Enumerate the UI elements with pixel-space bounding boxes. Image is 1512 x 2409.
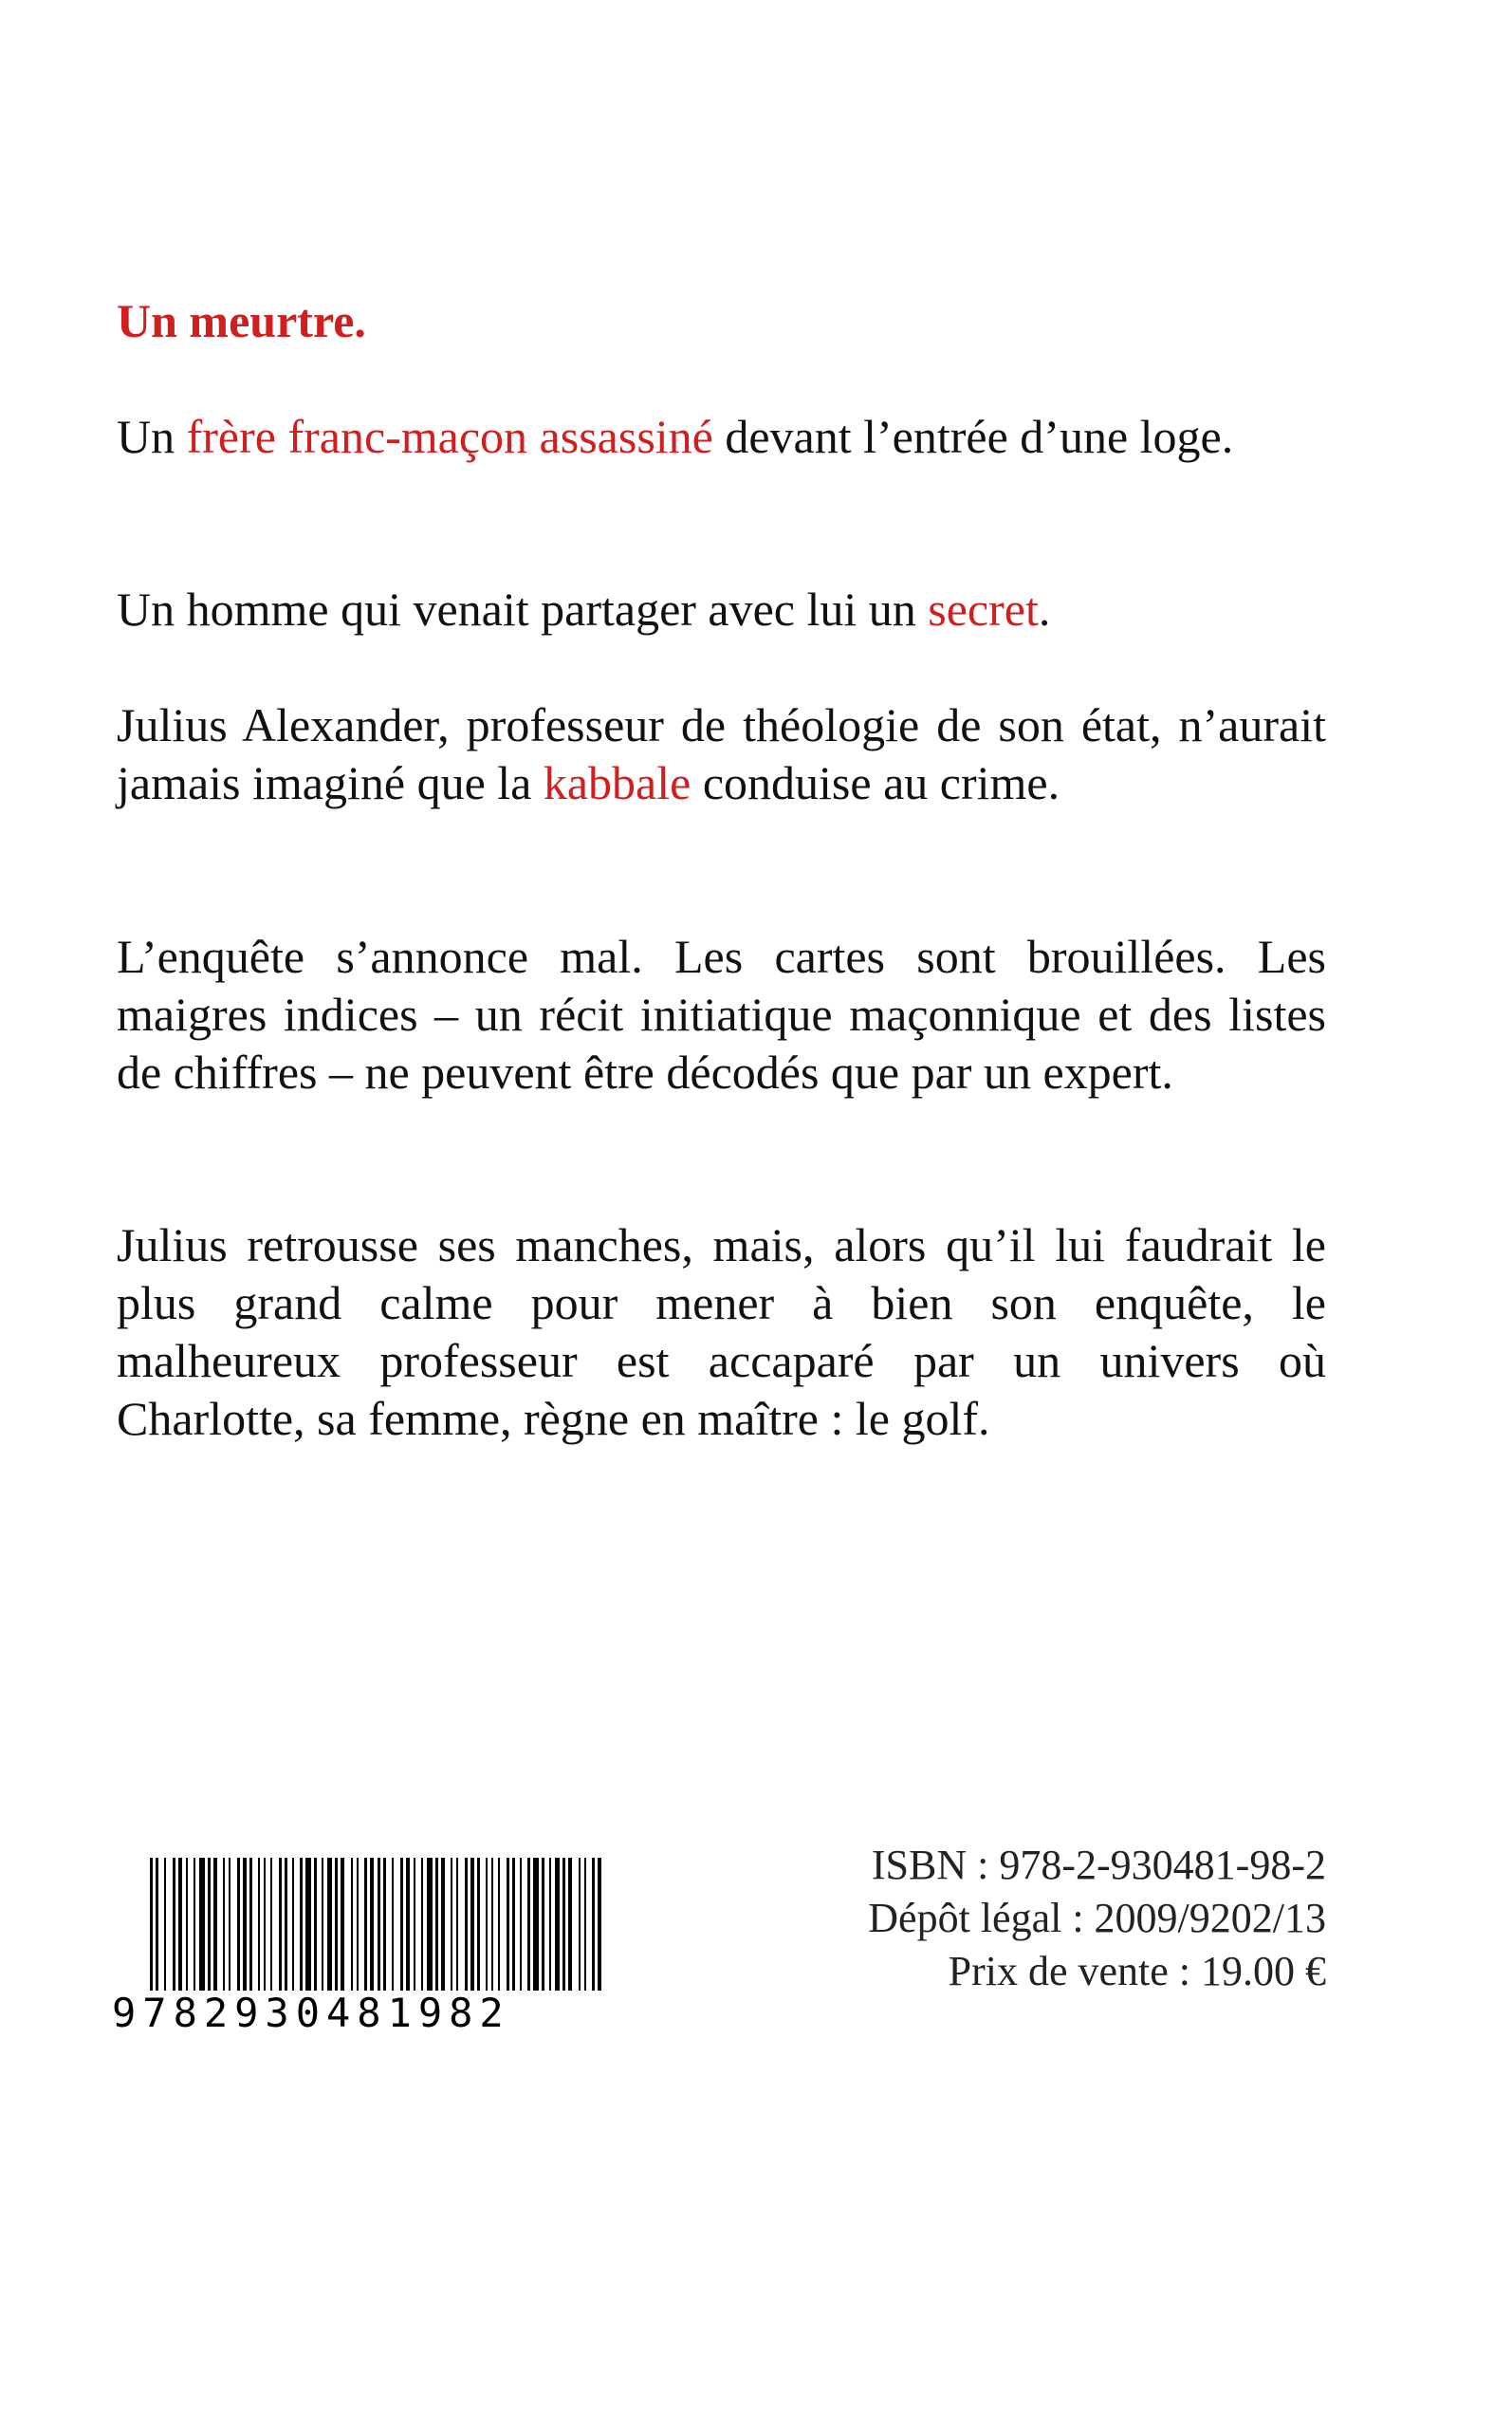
barcode-bar — [305, 1858, 311, 1991]
barcode-bar — [164, 1858, 166, 1991]
text-run: Un homme qui venait partager avec lui un — [117, 583, 929, 636]
barcode-bar — [292, 1858, 294, 1991]
barcode-bar — [300, 1858, 303, 1991]
barcode-bar — [243, 1858, 247, 1991]
barcode-bar — [427, 1858, 433, 1991]
barcode-bar — [441, 1858, 445, 1991]
text-run: . — [1038, 583, 1051, 636]
barcode-bar — [383, 1858, 386, 1991]
barcode-bar — [208, 1858, 211, 1991]
highlight-phrase: frère franc-maçon assassiné — [186, 410, 713, 463]
paragraph-text — [117, 581, 1326, 639]
barcode-bar — [592, 1858, 595, 1991]
barcode-bar — [335, 1858, 338, 1991]
price-line: Prix de vente : 19.00 € — [948, 1948, 1326, 1994]
paragraph-golf — [117, 1216, 1326, 1448]
barcode-bar — [199, 1858, 205, 1991]
text-run: Julius Alexander, professeur de théologie de son état, n’aurait jamais imaginé que la — [117, 698, 1326, 809]
barcode-digits: 9782930481982 — [112, 1990, 510, 2036]
barcode-bar — [150, 1858, 153, 1991]
barcode-bar — [598, 1858, 601, 1991]
barcode-bar — [533, 1858, 539, 1991]
paragraph-text: L’enquête s’annonce mal. Les cartes sont brouillées. Les maigres indices – un récit initiatique maçonnique et des listes de chiffres – ne peuvent être décodés que par un expert. — [117, 930, 1326, 1099]
barcode-bar — [470, 1858, 474, 1991]
highlight-phrase: secret — [928, 583, 1039, 636]
paragraph-text: Julius retrousse ses manches, mais, alors qu’il lui faudrait le plus grand calme pour mener à bien son enquête, le malheureux professeur est accaparé par un univers où Charlotte, sa femme, règne en maître : le golf. — [117, 1218, 1326, 1445]
paragraph-text — [117, 408, 1326, 466]
barcode-bar — [512, 1858, 515, 1991]
barcode-bars — [112, 1858, 605, 1991]
text-run: conduise au crime. — [691, 756, 1060, 809]
paragraph-julius — [117, 696, 1326, 812]
barcode-bar — [520, 1858, 522, 1991]
barcode-bar — [285, 1858, 287, 1991]
barcode-bar — [456, 1858, 458, 1991]
barcode-bar — [584, 1858, 586, 1991]
barcode-bar — [498, 1858, 500, 1991]
barcode-bar — [194, 1858, 195, 1991]
barcode-bar — [229, 1858, 230, 1991]
barcode-bar — [507, 1858, 509, 1991]
lead-sentence: Un meurtre. — [117, 294, 366, 347]
barcode-bar — [542, 1858, 544, 1991]
barcode-bar — [414, 1858, 415, 1991]
barcode-bar — [173, 1858, 175, 1991]
barcode-bar — [562, 1858, 565, 1991]
barcode-bar — [178, 1858, 182, 1991]
barcode-bar — [491, 1858, 493, 1991]
barcode-bar — [378, 1858, 380, 1991]
barcode-bar — [322, 1858, 323, 1991]
barcode-bar — [477, 1858, 480, 1991]
barcode-bar — [258, 1858, 260, 1991]
barcode-bar — [451, 1858, 452, 1991]
barcode-bar — [156, 1858, 158, 1991]
barcode-bar — [327, 1858, 332, 1991]
barcode-bar — [223, 1858, 225, 1991]
barcode-bar — [370, 1858, 374, 1991]
barcode-bar — [364, 1858, 367, 1991]
highlight-phrase: kabbale — [543, 756, 691, 809]
barcode-bar — [351, 1858, 353, 1991]
barcode-bar — [421, 1858, 423, 1991]
barcode — [112, 1858, 605, 2036]
imprint-block — [868, 1839, 1326, 1998]
legal-deposit-line: Dépôt légal : 2009/9202/13 — [868, 1895, 1326, 1941]
barcode-bar — [527, 1858, 530, 1991]
barcode-bar — [392, 1858, 394, 1991]
barcode-bar — [279, 1858, 282, 1991]
paragraph-murder — [117, 408, 1326, 466]
barcode-bar — [435, 1858, 438, 1991]
barcode-bar — [400, 1858, 403, 1991]
barcode-bar — [186, 1858, 188, 1991]
barcode-bar — [568, 1858, 572, 1991]
barcode-bar — [579, 1858, 581, 1991]
paragraph-text — [117, 696, 1326, 812]
text-run: devant l’entrée d’une loge. — [712, 410, 1234, 463]
paragraph-secret — [117, 581, 1326, 639]
text-run: Un — [117, 410, 187, 463]
barcode-bar — [314, 1858, 317, 1991]
barcode-bar — [249, 1858, 252, 1991]
barcode-bar — [213, 1858, 217, 1991]
barcode-bar — [465, 1858, 468, 1991]
barcode-bar — [357, 1858, 359, 1991]
barcode-bar — [406, 1858, 410, 1991]
isbn-line: ISBN : 978-2-930481-98-2 — [871, 1842, 1326, 1888]
barcode-bar — [237, 1858, 240, 1991]
paragraph-investigation — [117, 928, 1326, 1102]
barcode-bar — [486, 1858, 488, 1991]
barcode-bar — [549, 1858, 551, 1991]
barcode-bar — [341, 1858, 344, 1991]
barcode-bar — [270, 1858, 272, 1991]
barcode-bar — [555, 1858, 560, 1991]
barcode-bar — [264, 1858, 266, 1991]
